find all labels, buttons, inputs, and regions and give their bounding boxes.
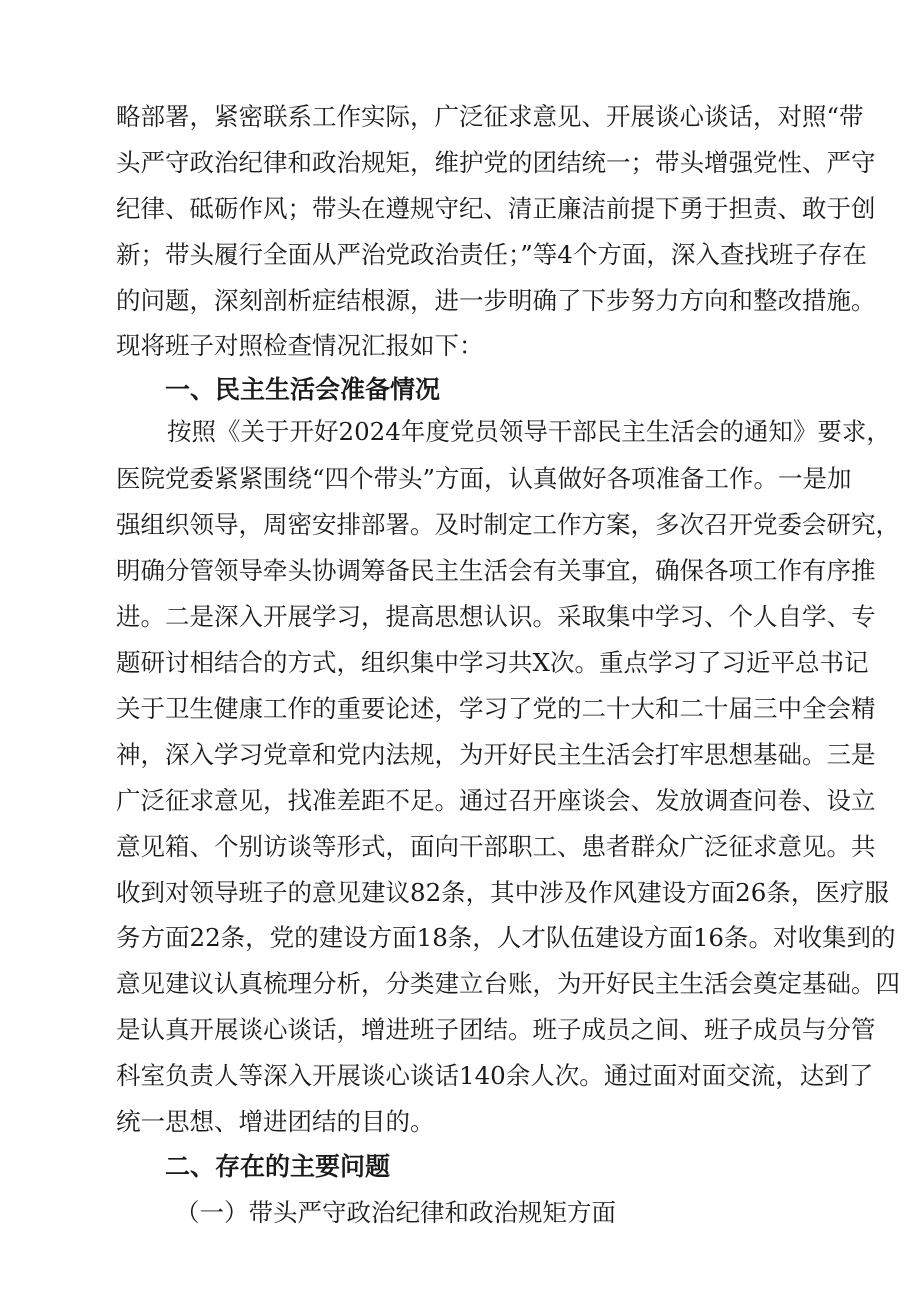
body-line: 强组织领导，周密安排部署。及时制定工作方案，多次召开党委会研究， — [116, 510, 900, 539]
body-line: 务方面22条，党的建设方面18条，人才队伍建设方面16条。对收集到的 — [116, 923, 896, 952]
body-line: 意见建议认真梳理分析，分类建立台账，为开好民主生活会奠定基础。四 — [116, 969, 900, 998]
intro-line: 纪律、砥砺作风；带头在遵规守纪、清正廉洁前提下勇于担责、敢于创 — [116, 194, 876, 223]
body-line: 是认真开展谈心谈话，增进班子团结。班子成员之间、班子成员与分管 — [116, 1015, 876, 1044]
body-line: 神，深入学习党章和党内法规，为开好民主生活会打牢思想基础。三是 — [116, 740, 876, 769]
body-line: 收到对领导班子的意见建议82条，其中涉及作风建设方面26条，医疗服 — [116, 878, 889, 907]
body-line: 明确分管领导牵头协调筹备民主生活会有关事宜，确保各项工作有序推 — [116, 556, 876, 585]
body-line: 进。二是深入开展学习，提高思想认识。采取集中学习、个人自学、专 — [116, 602, 876, 631]
intro-line: 头严守政治纪律和政治规矩，维护党的团结统一；带头增强党性、严守 — [116, 148, 876, 177]
section-heading: 一、民主生活会准备情况 — [165, 375, 441, 404]
intro-line: 现将班子对照检查情况汇报如下： — [116, 331, 484, 360]
intro-line: 新；带头履行全面从严治党政治责任；”等4个方面，深入查找班子存在 — [116, 240, 867, 269]
body-line: 医院党委紧紧围绕“四个带头”方面，认真做好各项准备工作。一是加 — [116, 464, 852, 493]
intro-line: 的问题，深刻剖析症结根源，进一步明确了下步努力方向和整改措施。 — [116, 286, 876, 315]
body-line: 科室负责人等深入开展谈心谈话140余人次。通过面对面交流，达到了 — [116, 1061, 874, 1090]
body-line: 广泛征求意见，找准差距不足。通过召开座谈会、发放调查问卷、设立 — [116, 786, 876, 815]
body-line: 关于卫生健康工作的重要论述，学习了党的二十大和二十届三中全会精 — [116, 694, 876, 723]
body-line: 题研讨相结合的方式，组织集中学习共X次。重点学习了习近平总书记 — [116, 648, 869, 677]
body-line: 按照《关于开好2024年度党员领导干部民主生活会的通知》要求， — [167, 417, 891, 446]
intro-line: 略部署，紧密联系工作实际，广泛征求意见、开展谈心谈话，对照“带 — [116, 102, 864, 131]
subsection-heading: （一）带头严守政治纪律和政治规矩方面 — [175, 1198, 616, 1227]
body-line: 统一思想、增进团结的目的。 — [116, 1107, 435, 1136]
section-heading: 二、存在的主要问题 — [165, 1152, 391, 1181]
body-line: 意见箱、个别访谈等形式，面向干部职工、患者群众广泛征求意见。共 — [116, 832, 876, 861]
